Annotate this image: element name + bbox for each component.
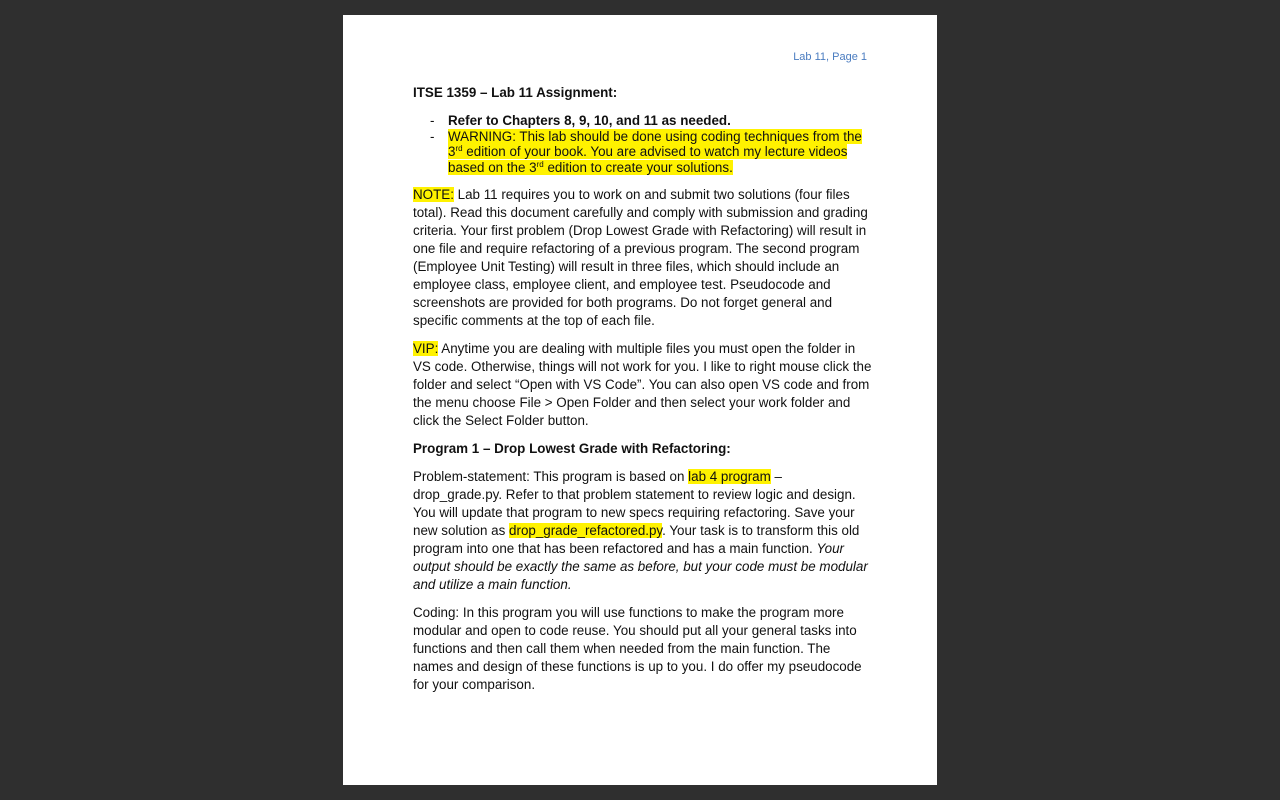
note-paragraph (413, 186, 873, 330)
warning-part3: edition to create your solutions. (543, 159, 733, 175)
assignment-title: ITSE 1359 – Lab 11 Assignment: (413, 85, 618, 100)
chapters-reference: Refer to Chapters 8, 9, 10, and 11 as needed. (448, 113, 731, 128)
list-item (413, 129, 873, 176)
ps-highlight-filename: drop_grade_refactored.py (509, 523, 663, 538)
bullet-dash: - (430, 128, 435, 144)
warning-text (448, 129, 862, 175)
warning-part1: WARNING: This lab should be done using coding techniques from the 3 (448, 128, 862, 159)
bullet-dash: - (430, 113, 435, 128)
coding-paragraph: Coding: In this program you will use functions to make the program more modular and open to code reuse. You should put all your general tasks into functions and then call them when needed from the main function. The names and design of these functions is up to you. I do offer my pseudocode for your comparison. (413, 605, 862, 692)
instructions-list (413, 113, 873, 175)
superscript: rd (455, 144, 463, 153)
vip-label: VIP: (413, 341, 439, 356)
document-page (343, 15, 937, 785)
warning-part2: edition of your book. You are advised to watch my lecture videos based on the 3 (448, 144, 848, 175)
ps-part3: . Your task is to transform this old program into one that has been refactored and has a main function. (413, 523, 860, 556)
vip-text: Anytime you are dealing with multiple files you must open the folder in VS code. Otherwise, things will not work for you. I like to right mouse click the folder and select “Open with VS Code”. You can also open VS code and from the menu choose File > Open Folder and then select your work folder and click the Select Folder button. (413, 341, 872, 428)
ps-italic-note: Your output should be exactly the same as before, but your code must be modular and utilize a main function. (413, 541, 868, 592)
note-label: NOTE: (413, 187, 454, 202)
list-item (413, 113, 873, 129)
vip-paragraph (413, 340, 873, 430)
page-header-label: Lab 11, Page 1 (793, 51, 867, 63)
note-text: Lab 11 requires you to work on and submit two solutions (four files total). Read this document carefully and comply with submission and grading criteria. Your first problem (Drop Lowest Grade with Refactoring) will result in one file and require refactoring of a previous program. The second program (Employee Unit Testing) will result in three files, which should include an employee class, employee client, and employee test. Pseudocode and screenshots are provided for both programs. Do not forget general and specific comments at the top of each file. (413, 187, 868, 328)
superscript: rd (536, 159, 544, 169)
ps-part2: – drop_grade.py. Refer to that problem statement to review logic and design. You will update that program to new specs requiring refactoring. Save your new solution as (413, 469, 856, 538)
program1-heading: Program 1 – Drop Lowest Grade with Refactoring: (413, 441, 731, 456)
ps-highlight-lab4: lab 4 program (688, 469, 771, 484)
ps-part1: Problem-statement: This program is based on (413, 469, 689, 484)
document-body (413, 84, 873, 704)
problem-statement-paragraph (413, 468, 873, 594)
